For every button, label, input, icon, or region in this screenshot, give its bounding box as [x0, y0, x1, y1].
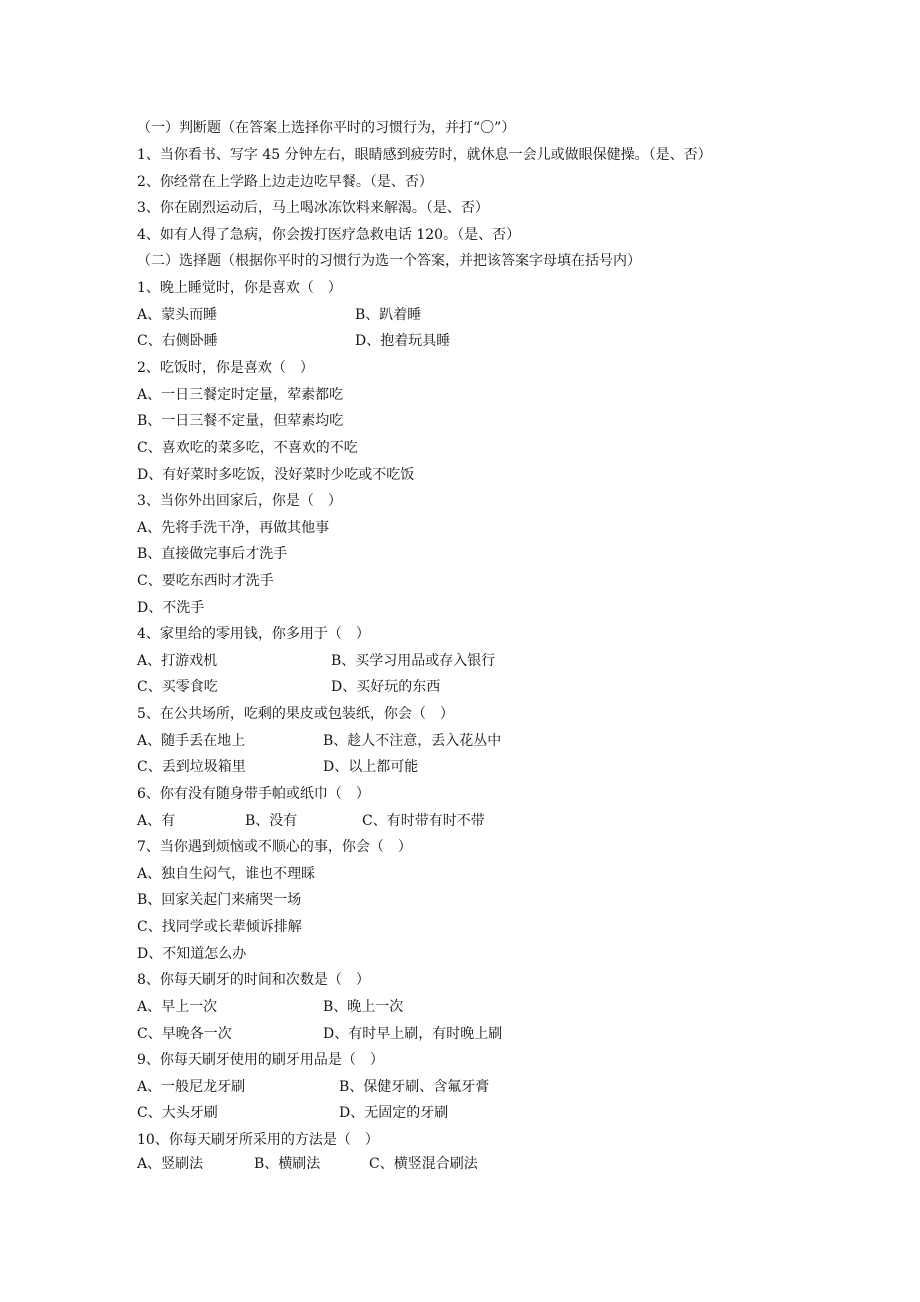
choice-question-5: 5、在公共场所，吃剩的果皮或包装纸，你会（ ） [137, 706, 454, 722]
choice-question-4: 4、家里给的零用钱，你多用于（ ） [137, 626, 370, 642]
q7-option-b: B、回家关起门来痛哭一场 [137, 892, 302, 908]
choice-question-9: 9、你每天刷牙使用的刷牙用品是（ ） [137, 1052, 384, 1068]
q4-option-a: A、打游戏机 [137, 653, 218, 669]
choice-question-10: 10、你每天刷牙所采用的方法是（ ） [137, 1132, 379, 1148]
q4-option-c: C、买零食吃 [137, 679, 218, 695]
q1-option-a: A、蒙头而睡 [137, 307, 218, 323]
choice-question-7: 7、当你遇到烦恼或不顺心的事，你会（ ） [137, 839, 412, 855]
q2-option-d: D、有好菜时多吃饭，没好菜时少吃或不吃饭 [137, 467, 415, 483]
q8-option-d: D、有时早上刷，有时晚上刷 [323, 1026, 503, 1042]
q8-option-a: A、早上一次 [137, 999, 218, 1015]
q10-option-b: B、横刷法 [254, 1156, 321, 1172]
choice-question-1: 1、晚上睡觉时，你是喜欢（ ） [137, 280, 342, 296]
judgment-question-4: 4、如有人得了急病，你会拨打医疗急救电话 120。（是、否） [137, 227, 521, 243]
q3-option-d: D、不洗手 [137, 600, 205, 616]
q2-option-a: A、一日三餐定时定量，荤素都吃 [137, 387, 344, 403]
q9-option-a: A、一般尼龙牙刷 [137, 1079, 246, 1095]
q4-option-b: B、买学习用品或存入银行 [331, 653, 496, 669]
q4-option-d: D、买好玩的东西 [331, 679, 441, 695]
q7-option-a: A、独自生闷气，谁也不理睬 [137, 866, 316, 882]
judgment-question-2: 2、你经常在上学路上边走边吃早餐。（是、否） [137, 174, 433, 190]
choice-question-8: 8、你每天刷牙的时间和次数是（ ） [137, 972, 370, 988]
q6-option-b: B、没有 [245, 813, 298, 829]
judgment-question-1: 1、当你看书、写字 45 分钟左右，眼睛感到疲劳时，就休息一会儿或做眼保健操。（是、否） [137, 147, 712, 163]
q5-option-b: B、趁人不注意，丢入花丛中 [323, 733, 502, 749]
q7-option-c: C、找同学或长辈倾诉排解 [137, 919, 302, 935]
q5-option-d: D、以上都可能 [323, 759, 419, 775]
choice-question-3: 3、当你外出回家后，你是（ ） [137, 493, 342, 509]
q3-option-b: B、直接做完事后才洗手 [137, 546, 288, 562]
section-2-heading: （二）选择题（根据你平时的习惯行为选一个答案，并把该答案字母填在括号内） [137, 253, 641, 269]
q10-option-a: A、竖刷法 [137, 1156, 204, 1172]
q8-option-c: C、早晚各一次 [137, 1026, 232, 1042]
q1-option-b: B、趴着睡 [355, 307, 422, 323]
q2-option-b: B、一日三餐不定量，但荤素均吃 [137, 413, 344, 429]
q5-option-c: C、丢到垃圾箱里 [137, 759, 246, 775]
q9-option-d: D、无固定的牙刷 [339, 1105, 449, 1121]
choice-question-6: 6、你有没有随身带手帕或纸巾（ ） [137, 786, 370, 802]
q8-option-b: B、晚上一次 [323, 999, 404, 1015]
q10-option-c: C、横竖混合刷法 [369, 1156, 478, 1172]
choice-question-2: 2、吃饭时，你是喜欢（ ） [137, 360, 314, 376]
q5-option-a: A、随手丢在地上 [137, 733, 246, 749]
q3-option-a: A、先将手洗干净，再做其他事 [137, 520, 330, 536]
q9-option-c: C、大头牙刷 [137, 1105, 218, 1121]
q1-option-d: D、抱着玩具睡 [355, 333, 451, 349]
q2-option-c: C、喜欢吃的菜多吃，不喜欢的不吃 [137, 440, 358, 456]
q7-option-d: D、不知道怎么办 [137, 946, 247, 962]
q1-option-c: C、右侧卧睡 [137, 333, 218, 349]
section-1-heading: （一）判断题（在答案上选择你平时的习惯行为，并打“〇”） [137, 120, 516, 136]
q9-option-b: B、保健牙刷、含氟牙膏 [339, 1079, 490, 1095]
judgment-question-3: 3、你在剧烈运动后，马上喝冰冻饮料来解渴。（是、否） [137, 200, 489, 216]
q3-option-c: C、要吃东西时才洗手 [137, 573, 274, 589]
q6-option-a: A、有 [137, 813, 176, 829]
q6-option-c: C、有时带有时不带 [362, 813, 485, 829]
